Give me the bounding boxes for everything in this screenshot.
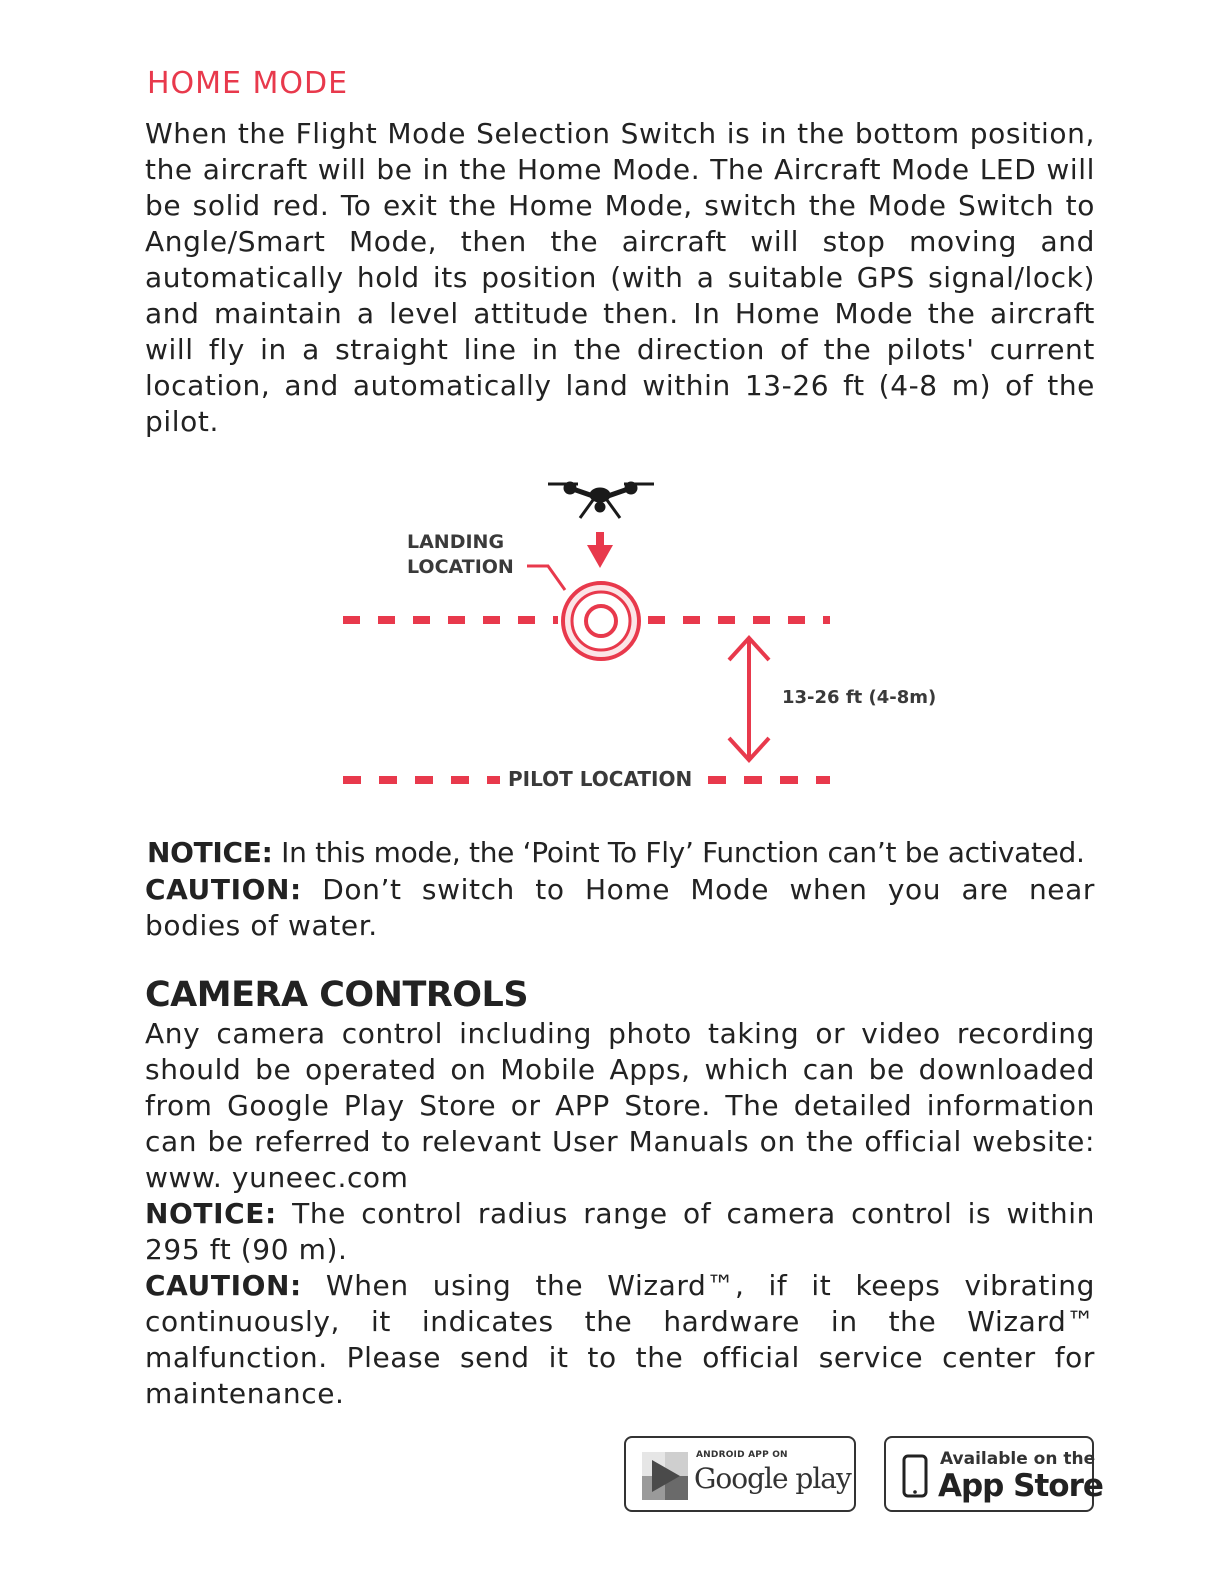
iphone-icon <box>902 1454 928 1498</box>
camera-controls-paragraph: Any camera control including photo taking or video recording should be operated on Mobile Apps, which can be downloaded from Google Play Store or APP Store. The detailed information can be referred to relevant User Manuals on the official website: www. yuneec.com <box>145 1017 1095 1194</box>
distance-label: 13-26 ft (4-8m) <box>782 687 937 708</box>
google-play-icon <box>642 1452 688 1500</box>
home-mode-paragraph: When the Flight Mode Selection Switch is in the bottom position, the aircraft will be in the Home Mode. The Aircraft Mode LED will be solid red. To exit the Home Mode, switch the Mode Switch to Angle/Smart Mode, then the aircraft will stop moving and automatically hold its position (with a suitable GPS signal/lock) and maintain a level attitude then. In Home Mode the aircraft will fly in a straight line in the direction of the pilots' current location, and automatically land within 13-26 ft (4-8 m) of the pilot. <box>145 117 1095 438</box>
google-play-badge[interactable]: ANDROID APP ON Google play <box>624 1436 856 1512</box>
home-caution: CAUTION: Don’t switch to Home Mode when you are near bodies of water. <box>145 873 1095 942</box>
app-store-badge[interactable]: Available on the App Store <box>884 1436 1094 1512</box>
pilot-location-label: PILOT LOCATION <box>508 767 693 791</box>
landing-target-icon <box>563 583 639 659</box>
camera-notice: NOTICE: The control radius range of camera control is within 295 ft (90 m). <box>145 1197 1095 1266</box>
descend-arrow-icon <box>587 532 613 568</box>
landing-leader-line <box>527 566 565 590</box>
camera-caution: CAUTION: When using the Wizard™, if it keeps vibrating continuously, it indicates the hardware in the Wizard™ malfunction. Please send it to the official service center for maintenance. <box>145 1269 1095 1410</box>
landing-location-label: LANDING LOCATION <box>407 531 514 578</box>
home-notice: NOTICE: In this mode, the ‘Point To Fly’ Function can’t be activated. <box>147 836 1085 869</box>
distance-arrow-icon <box>729 638 769 760</box>
camera-controls-body <box>145 1016 1095 1412</box>
camera-controls-title: CAMERA CONTROLS <box>145 975 529 1015</box>
home-mode-title: HOME MODE <box>147 66 349 101</box>
drone-icon <box>548 482 654 518</box>
